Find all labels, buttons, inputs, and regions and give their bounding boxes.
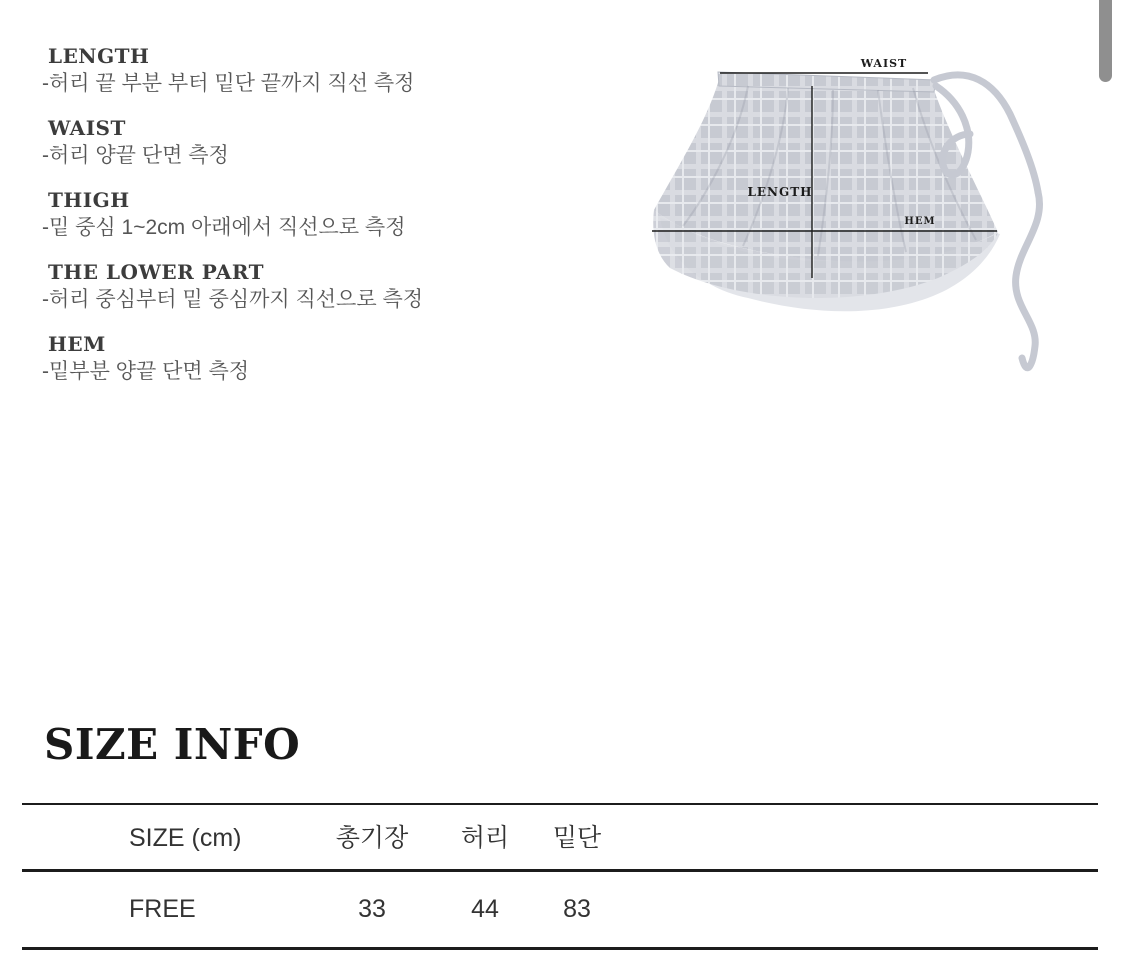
guide-desc: -허리 중심부터 밑 중심까지 직선으로 측정 <box>42 288 424 311</box>
scrollbar-thumb[interactable] <box>1099 0 1112 82</box>
skirt-illustration <box>638 28 1108 373</box>
table-bottom-rule <box>22 947 1098 950</box>
waist-label: WAIST <box>860 57 908 70</box>
size-table-cell-waist: 44 <box>471 895 499 923</box>
size-table-cell-size: FREE <box>129 895 196 923</box>
guide-item-thigh <box>42 188 622 243</box>
measurement-guide <box>42 44 622 404</box>
size-table-header-total-length: 총기장 <box>335 824 409 852</box>
guide-term: WAIST <box>48 116 126 140</box>
guide-term: HEM <box>48 332 106 356</box>
table-top-rule <box>22 803 1098 805</box>
size-info-title: SIZE INFO <box>44 720 301 769</box>
guide-item-hem <box>42 332 622 387</box>
guide-term: LENGTH <box>48 44 150 68</box>
size-table-cell-total-length: 33 <box>358 895 386 923</box>
guide-desc: -허리 양끝 단면 측정 <box>42 144 229 167</box>
size-table-cell-hem: 83 <box>563 895 591 923</box>
hem-label: HEM <box>904 216 936 227</box>
guide-desc: -밑 중심 1~2cm 아래에서 직선으로 측정 <box>42 216 406 239</box>
table-header-rule <box>22 869 1098 872</box>
guide-desc: -밑부분 양끝 단면 측정 <box>42 360 250 383</box>
guide-item-length <box>42 44 622 99</box>
guide-term: THE LOWER PART <box>48 260 265 284</box>
guide-item-lower-part <box>42 260 622 315</box>
size-table-header-waist: 허리 <box>460 824 510 852</box>
size-table-header-size: SIZE (cm) <box>129 824 242 852</box>
size-table-header-hem: 밑단 <box>552 824 602 852</box>
length-label: LENGTH <box>747 185 813 199</box>
guide-term: THIGH <box>48 188 130 212</box>
guide-item-waist <box>42 116 622 171</box>
skirt-measurement-diagram <box>638 28 1108 373</box>
guide-desc: -허리 끝 부분 부터 밑단 끝까지 직선 측정 <box>42 72 415 95</box>
